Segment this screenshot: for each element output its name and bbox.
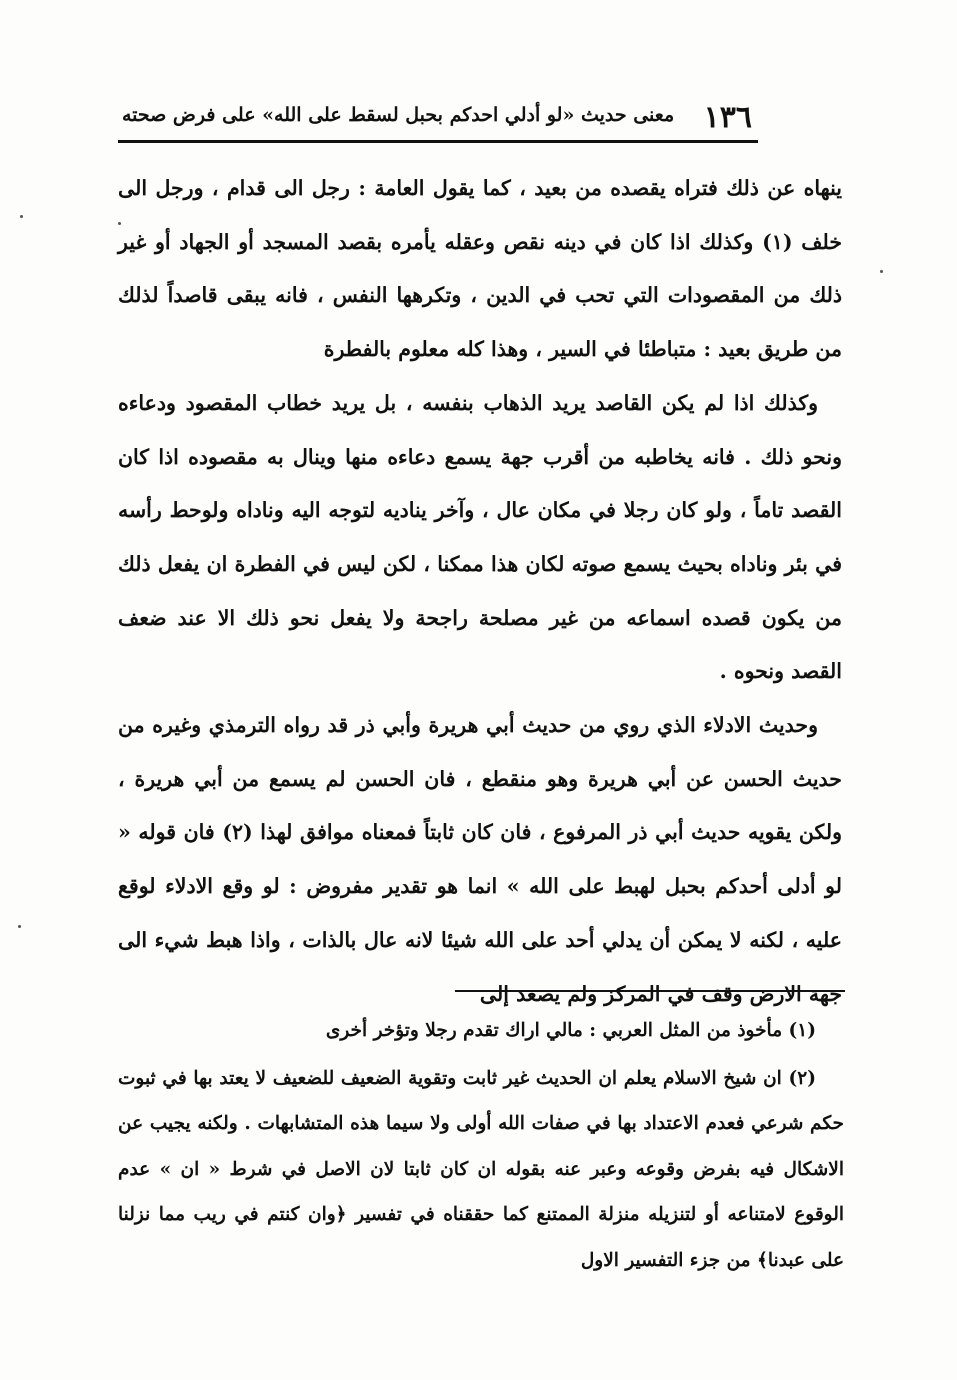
paragraph: وحديث الادلاء الذي روي من حديث أبي هريرة وأبي ذر قد رواه الترمذي وغيره من حديث الحسن عن أبي هريرة وهو منقطع ، فان الحسن لم يسمع من أبي هريرة ، ولكن يقويه حديث أبي ذر المرفوع ، فان كان ثابتاً فمعناه موافق لهذا (٢) فان قوله « لو أدلى أحدكم بحبل لهبط على الله » انما هو تقدير مفروض : لو وقع الادلاء لوقع عليه ، لكنه لا يمكن أن يدلي أحد على الله شيئا لانه عال بالذات ، واذا هبط شيء الى جهة الارض وقف في المركز ولم يصعد إلى (118, 713, 842, 1006)
page-header (118, 100, 758, 140)
footnote: (٢) ان شيخ الاسلام يعلم ان الحديث غير ثابت وتقوية الضعيف للضعيف لا يعتد بها في ثبوت حكم شرعي فعدم الاعتداد بها في صفات الله أولى ولا سيما هذه المتشابهات . ولكنه يجيب عن الاشكال فيه بفرض وقوعه وعبر عنه بقوله ان كان ثابتا لان الاصل في شرط « ان » عدم الوقوع لامتناعه أو لتنزيله منزلة الممتنع كما حققناه في تفسير ﴿وان كنتم في ريب مما نزلنا على عبدنا﴾ من جزء التفسير الاول (118, 1067, 844, 1271)
paragraph: وكذلك اذا لم يكن القاصد يريد الذهاب بنفسه ، بل يريد خطاب المقصود ودعاءه ونحو ذلك . فانه يخاطبه من أقرب جهة يسمع دعاءه منها وينال به مقصوده اذا كان القصد تاماً ، ولو كان رجلا في مكان عال ، وآخر يناديه لتوجه اليه وناداه ولوحط رأسه في بئر وناداه بحيث يسمع صوته لكان هذا ممكنا ، لكن ليس في الفطرة ان يفعل ذلك من يكون قصده اسماعه من غير مصلحة راجحة ولا يفعل نحو ذلك الا عند ضعف القصد ونحوه . (118, 390, 842, 684)
footnotes (118, 1008, 844, 1283)
paragraph: ينهاه عن ذلك فتراه يقصده من بعيد ، كما يقول العامة : رجل الى قدام ، ورجل الى خلف (١) وكذلك اذا كان في دينه نقص وعقله يأمره بقصد المسجد أو الجهاد أو غير ذلك من المقصودات التي تحب في الدين ، وتكرهها النفس ، فانه يبقى قاصداً لذلك من طريق بعيد : متباطئا في السير ، وهذا كله معلوم بالفطرة (118, 176, 842, 362)
scan-speck (20, 215, 23, 218)
scan-speck (18, 925, 21, 928)
main-text (118, 162, 842, 1021)
footnote-separator (455, 990, 845, 992)
scan-speck (880, 270, 883, 273)
running-title: معنى حديث «لو أدلي احدكم بحبل لسقط على الله» على فرض صحته (122, 104, 675, 126)
scan-speck (118, 222, 121, 225)
footnote: (١) مأخوذ من المثل العربي : مالي اراك تقدم رجلا وتؤخر أخرى (325, 1020, 816, 1041)
page-number: ١٣٦ (703, 100, 752, 135)
header-rule (118, 140, 758, 143)
